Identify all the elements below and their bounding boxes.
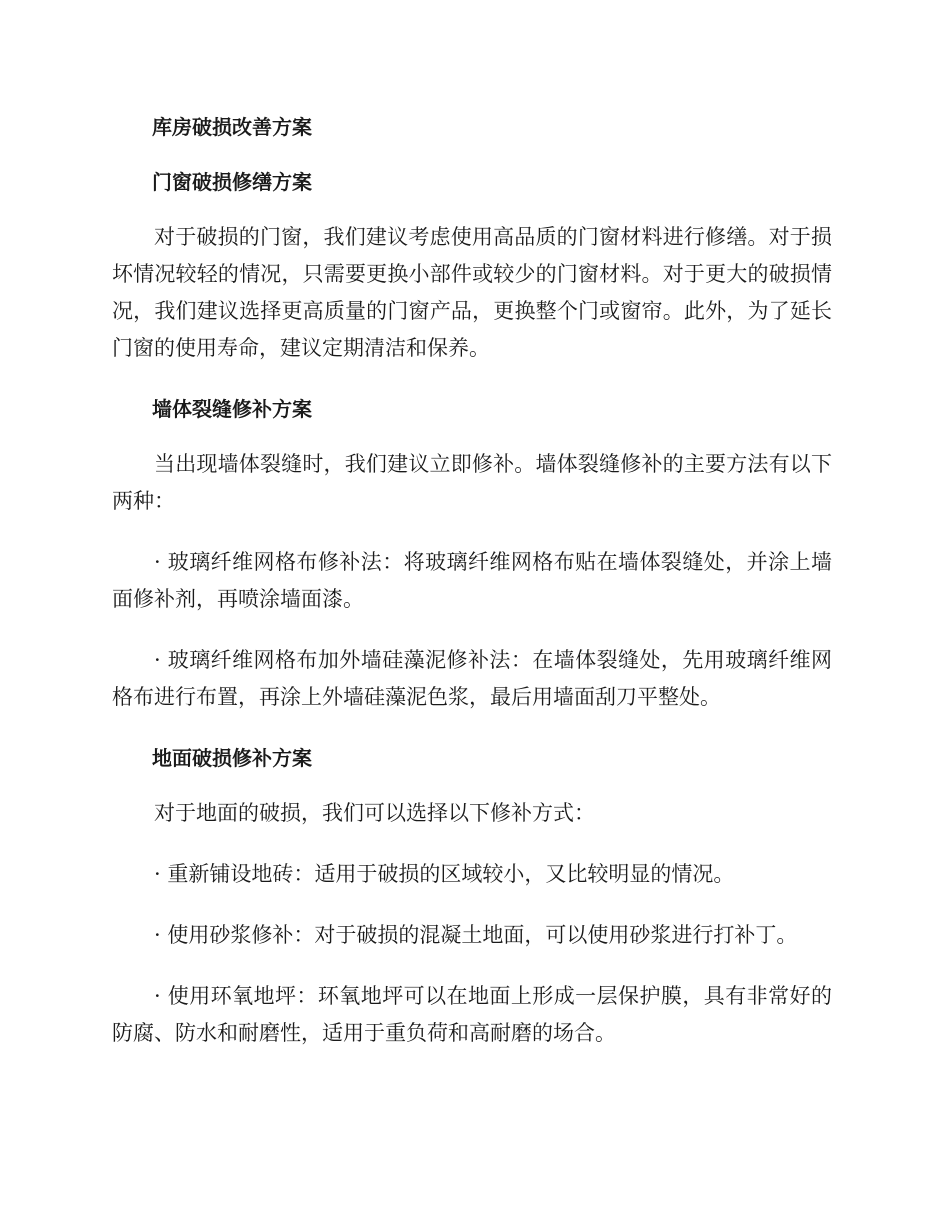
document-title: 库房破损改善方案 — [152, 115, 312, 139]
list-item: · 玻璃纤维网格布加外墙硅藻泥修补法：在墙体裂缝处，先用玻璃纤维网格布进行布置，再涂上外墙硅藻泥色浆，最后用墙面刮刀平整处。 — [112, 648, 832, 709]
section-heading-doors-windows: 门窗破损修缮方案 — [152, 170, 312, 194]
section-heading-wall-cracks: 墙体裂缝修补方案 — [152, 397, 312, 421]
list-item: · 使用环氧地坪：环氧地坪可以在地面上形成一层保护膜，具有非常好的防腐、防水和耐磨性，适用于重负荷和高耐磨的场合。 — [112, 984, 832, 1045]
list-item: · 重新铺设地砖：适用于破损的区域较小，又比较明显的情况。 — [154, 862, 735, 886]
section-paragraph-floor-damage: 对于地面的破损，我们可以选择以下修补方式： — [154, 801, 595, 825]
section-paragraph-wall-cracks: 当出现墙体裂缝时，我们建议立即修补。墙体裂缝修补的主要方法有以下两种： — [112, 452, 832, 513]
list-item: · 使用砂浆修补：对于破损的混凝土地面，可以使用砂浆进行打补丁。 — [154, 923, 798, 947]
section-paragraph-doors-windows: 对于破损的门窗，我们建议考虑使用高品质的门窗材料进行修缮。对于损坏情况较轻的情况，只需要更换小部件或较少的门窗材料。对于更大的破损情况，我们建议选择更高质量的门窗产品，更换整个门或窗帘。此外，为了延长门窗的使用寿命，建议定期清洁和保养。 — [112, 225, 832, 360]
section-heading-floor-damage: 地面破损修补方案 — [152, 746, 312, 770]
list-item: · 玻璃纤维网格布修补法：将玻璃纤维网格布贴在墙体裂缝处，并涂上墙面修补剂，再喷涂墙面漆。 — [112, 550, 832, 611]
